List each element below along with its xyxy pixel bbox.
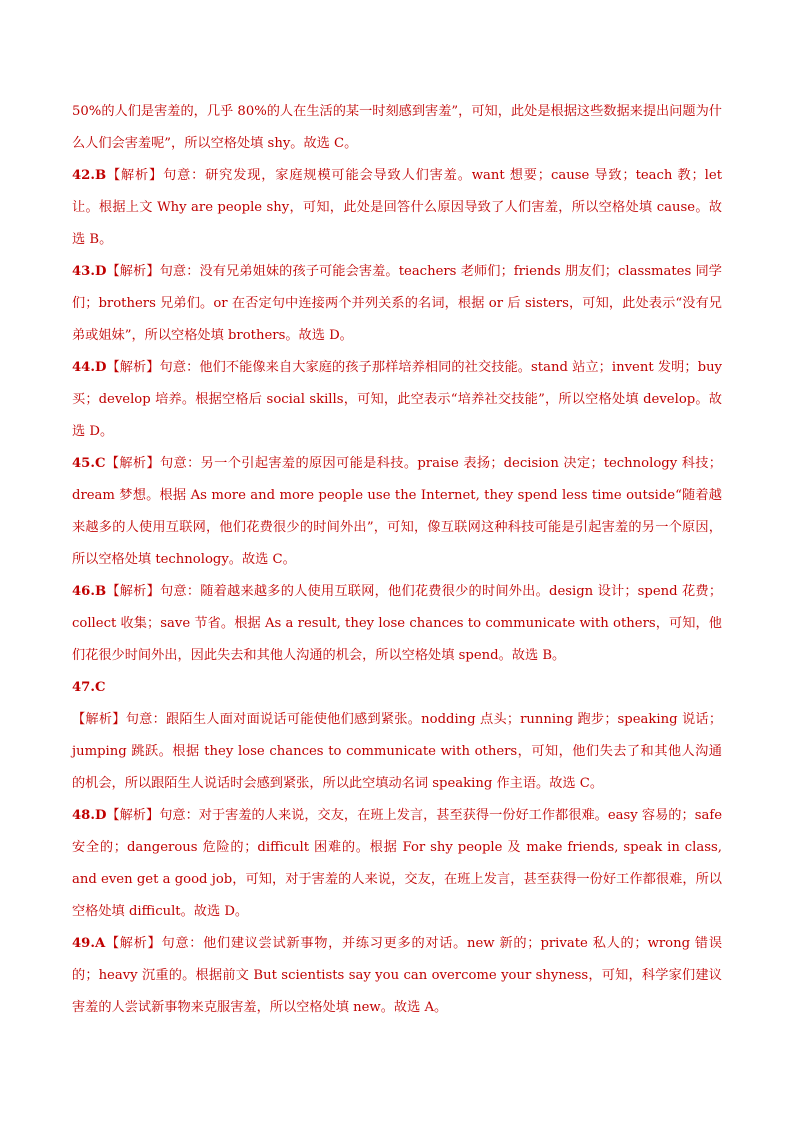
paragraph-text: 句意：跟陌生人面对面说话可能使他们感到紧张。nodding 点头；running 跑步；speaking 说话；jumping 跳跃。根据 they lose chances to communicate with others，可知，他们失去了和其他人沟通的机会，所以跟陌生人说话时会感到紧张，所以此空填动名词 speaking 作主语。故选 C。: [72, 712, 723, 791]
analysis-tag: 【解析】: [106, 360, 160, 375]
answer-label: 43.D: [72, 264, 107, 279]
explanation-42: [72, 160, 722, 256]
explanation-43: [72, 256, 722, 352]
explanation-47: [72, 704, 722, 800]
answer-explanations: [72, 96, 722, 1024]
paragraph-text: 句意：他们不能像来自大家庭的孩子那样培养相同的社交技能。stand 站立；invent 发明；buy 买；develop 培养。根据空格后 social skills，可知，此空表示“培养社交技能”，所以空格处填 develop。故选 D。: [72, 360, 723, 439]
analysis-tag: 【解析】: [106, 808, 160, 823]
analysis-tag: 【解析】: [105, 936, 162, 951]
explanation-46: [72, 576, 722, 672]
paragraph-text: 句意：随着越来越多的人使用互联网，他们花费很少的时间外出。design 设计；spend 花费；collect 收集；save 节省。根据 As a result, they lose chances to communicate with others，可知，他们花很少时间外出，因此失去和其他人沟通的机会，所以空格处填 spend。故选 B。: [72, 584, 722, 663]
paragraph-text: 50%的人们是害羞的，几乎 80%的人在生活的某一时刻感到害羞”，可知，此处是根据这些数据来提出问题为什么人们会害羞呢”，所以空格处填 shy。故选 C。: [72, 104, 722, 151]
explanation-45: [72, 448, 722, 576]
paragraph-text: 句意：没有兄弟姐妹的孩子可能会害羞。teachers 老师们；friends 朋友们；classmates 同学们；brothers 兄弟们。or 在否定句中连接两个并列关系的名词，根据 or 后 sisters，可知，此处表示“没有兄弟或姐妹”，所以空格处填 brothers。故选 D。: [72, 264, 722, 343]
analysis-tag: 【解析】: [72, 712, 126, 727]
explanation-paragraph: [72, 96, 722, 160]
paragraph-text: 句意：另一个引起害羞的原因可能是科技。praise 表扬；decision 决定；technology 科技；dream 梦想。根据 As more and more people use the Internet, they spend less time outside“随着越来越多的人使用互联网，他们花费很少的时间外出”，可知，像互联网这种科技可能是引起害羞的另一个原因，所以空格处填 technology。故选 C。: [72, 456, 722, 567]
explanation-47-label: [72, 672, 722, 704]
analysis-tag: 【解析】: [106, 168, 164, 183]
explanation-44: [72, 352, 722, 448]
explanation-49: [72, 928, 722, 1024]
answer-label: 42.B: [72, 168, 107, 183]
paragraph-text: 句意：对于害羞的人来说，交友，在班上发言，甚至获得一份好工作都很难。easy 容易的；safe 安全的；dangerous 危险的；difficult 困难的。根据 For shy people 及 make friends, speak in class, and even get a good job，可知，对于害羞的人来说，交友，在班上发言，甚至获得一份好工作都很难，所以空格处填 difficult。故选 D。: [72, 808, 723, 919]
analysis-tag: 【解析】: [105, 456, 160, 471]
answer-label: 47.C: [72, 680, 106, 695]
answer-label: 46.B: [72, 584, 107, 599]
paragraph-text: 句意：研究发现，家庭规模可能会导致人们害羞。want 想要；cause 导致；teach 教；let 让。根据上文 Why are people shy，可知，此处是回答什么原因导致了人们害羞，所以空格处填 cause。故选 B。: [72, 168, 722, 247]
explanation-48: [72, 800, 722, 928]
analysis-tag: 【解析】: [106, 584, 160, 599]
analysis-tag: 【解析】: [106, 264, 160, 279]
answer-label: 45.C: [72, 456, 106, 471]
answer-label: 49.A: [72, 936, 106, 951]
answer-label: 48.D: [72, 808, 107, 823]
paragraph-text: 句意：他们建议尝试新事物，并练习更多的对话。new 新的；private 私人的；wrong 错误的；heavy 沉重的。根据前文 But scientists say you can overcome your shyness，可知，科学家们建议害羞的人尝试新事物来克服害羞，所以空格处填 new。故选 A。: [72, 936, 723, 1015]
answer-label: 44.D: [72, 360, 107, 375]
